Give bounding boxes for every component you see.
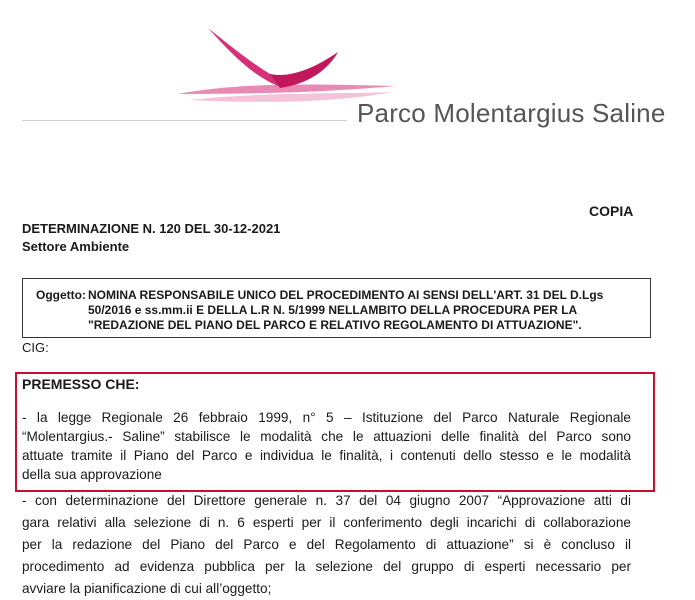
subject-line: NOMINA RESPONSABILE UNICO DEL PROCEDIMENTO AI SENSI DELL'ART. 31 DEL D.Lgs [88, 288, 604, 302]
paragraph-line: gara relativi alla selezione di n. 6 esperti per il conferimento degli incarichi di collaborazione [22, 515, 631, 530]
paragraph-line: per la redazione del Piano del Parco e del Regolamento di attuazione” si è concluso il [22, 537, 631, 552]
copy-label: COPIA [589, 203, 634, 219]
paragraph-line: - con determinazione del Direttore generale n. 37 del 04 giugno 2007 “Approvazione atti di [22, 493, 631, 508]
paragraph-line: avviare la pianificazione di cui all’oggetto; [22, 581, 272, 596]
paragraph-line: attuate tramite il Piano del Parco e individua le finalità, i contenuti dello stesso e le modalità [22, 448, 631, 463]
paragraph-line: procedimento ad evidenza pubblica per la selezione del gruppo di esperti necessario per [22, 559, 631, 574]
sector-label: Settore Ambiente [22, 239, 130, 254]
cig-label: CIG: [22, 340, 49, 355]
subject-line: "REDAZIONE DEL PIANO DEL PARCO E RELATIVO REGOLAMENTO DI ATTUAZIONE". [88, 318, 582, 332]
subject-line: 50/2016 e ss.mm.ii E DELLA L.R N. 5/1999 NELLAMBITO DELLA PROCEDURA PER LA [88, 303, 578, 317]
org-name: Parco Molentargius Saline [357, 98, 666, 128]
subject-label: Oggetto: [36, 288, 86, 302]
determination-title: DETERMINAZIONE N. 120 DEL 30-12-2021 [22, 221, 281, 236]
paragraph-line: “Molentargius.- Saline” stabilisce le modalità che le attuazioni delle finalità del Parco sono [22, 429, 631, 444]
paragraph-line: della sua approvazione [22, 467, 162, 482]
paragraph-line: - la legge Regionale 26 febbraio 1999, n° 5 – Istituzione del Parco Naturale Regionale [22, 410, 631, 425]
premesso-heading: PREMESSO CHE: [22, 376, 140, 392]
header-rule [22, 120, 347, 121]
